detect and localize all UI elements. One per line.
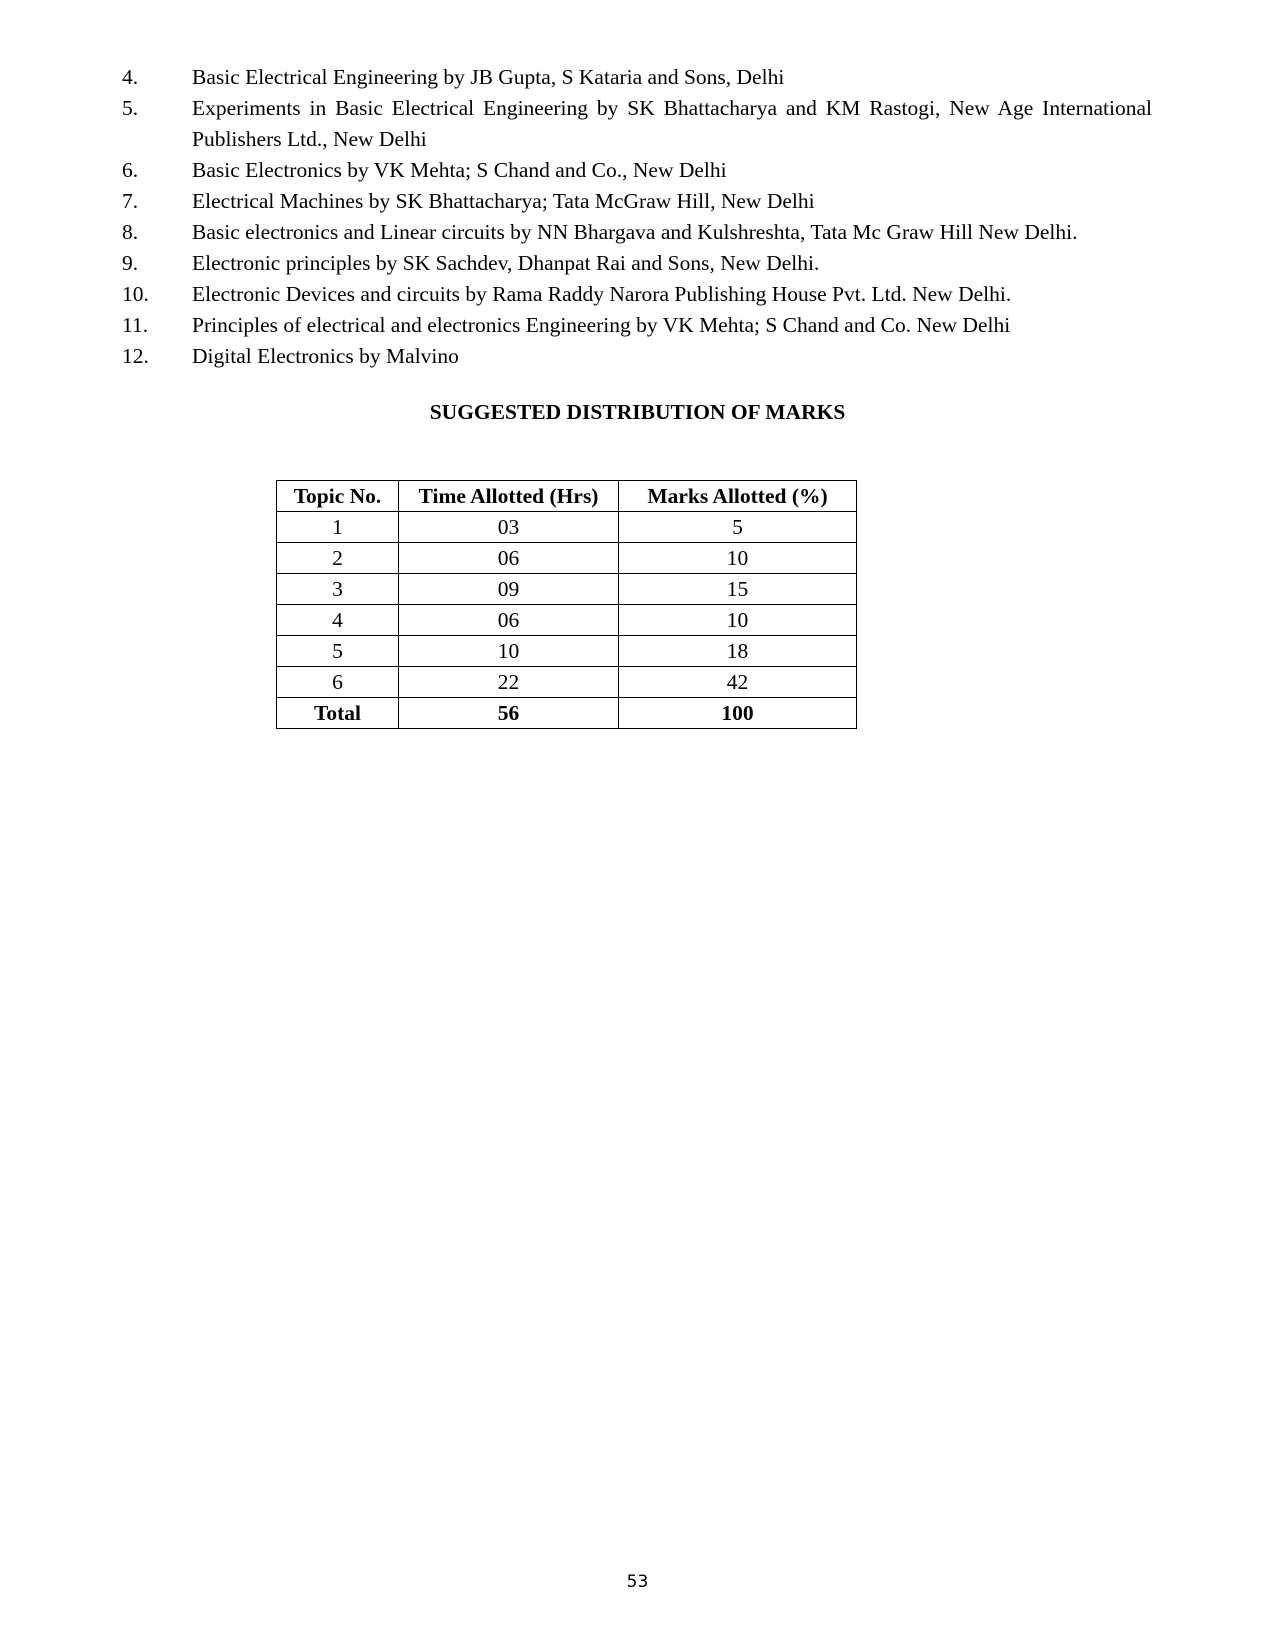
list-item-number: 12.	[122, 344, 149, 368]
list-item-number: 7.	[122, 189, 139, 213]
reference-list	[122, 62, 1152, 372]
list-item	[122, 341, 1152, 372]
list-item-text: Digital Electronics by Malvino	[192, 344, 459, 368]
total-marks-cell: 100	[619, 698, 857, 729]
table-cell: 06	[399, 543, 619, 574]
table-cell: 6	[277, 667, 399, 698]
list-item	[122, 186, 1152, 217]
table-cell: 10	[399, 636, 619, 667]
list-item-number: 4.	[122, 65, 139, 89]
table-cell: 2	[277, 543, 399, 574]
list-item-number: 8.	[122, 220, 139, 244]
table-cell: 10	[619, 543, 857, 574]
table-cell: 03	[399, 512, 619, 543]
list-item-text: Electrical Machines by SK Bhattacharya; Tata McGraw Hill, New Delhi	[192, 189, 815, 213]
section-heading: SUGGESTED DISTRIBUTION OF MARKS	[429, 400, 846, 424]
list-item-text: Basic electronics and Linear circuits by NN Bhargava and Kulshreshta, Tata Mc Graw Hill New Delhi.	[192, 220, 1078, 244]
total-label-cell: Total	[277, 698, 399, 729]
table-cell: 42	[619, 667, 857, 698]
table-cell: 18	[619, 636, 857, 667]
list-item-text: Electronic Devices and circuits by Rama Raddy Narora Publishing House Pvt. Ltd. New Delhi.	[192, 282, 1012, 306]
list-item-number: 6.	[122, 158, 139, 182]
table-cell: 09	[399, 574, 619, 605]
column-header-time-allotted: Time Allotted (Hrs)	[399, 481, 619, 512]
table-cell: 06	[399, 605, 619, 636]
page-number: 53	[626, 1572, 649, 1592]
total-time-cell: 56	[399, 698, 619, 729]
list-item-number: 9.	[122, 251, 139, 275]
list-item-text: Basic Electronics by VK Mehta; S Chand and Co., New Delhi	[192, 158, 727, 182]
table-header-row	[277, 481, 857, 512]
table-row	[277, 667, 857, 698]
list-item	[122, 248, 1152, 279]
table-cell: 1	[277, 512, 399, 543]
column-header-marks-allotted: Marks Allotted (%)	[619, 481, 857, 512]
table-cell: 5	[277, 636, 399, 667]
table-cell: 3	[277, 574, 399, 605]
list-item	[122, 93, 1152, 155]
list-item-text: Principles of electrical and electronics Engineering by VK Mehta; S Chand and Co. New Delhi	[192, 313, 1011, 337]
list-item-number: 5.	[122, 96, 139, 120]
list-item-number: 11.	[122, 313, 149, 337]
table-cell: 10	[619, 605, 857, 636]
marks-distribution-table	[276, 480, 857, 729]
table-cell: 15	[619, 574, 857, 605]
list-item	[122, 279, 1152, 310]
table-row	[277, 574, 857, 605]
column-header-topic-no: Topic No.	[277, 481, 399, 512]
table-row	[277, 636, 857, 667]
table-row	[277, 512, 857, 543]
list-item	[122, 217, 1152, 248]
list-item-number: 10.	[122, 282, 149, 306]
table-cell: 5	[619, 512, 857, 543]
list-item-text: Experiments in Basic Electrical Engineering by SK Bhattacharya and KM Rastogi, New Age International Publishers Ltd., New Delhi	[192, 96, 1152, 151]
table-row	[277, 543, 857, 574]
list-item	[122, 310, 1152, 341]
table-row	[277, 605, 857, 636]
table-total-row	[277, 698, 857, 729]
list-item	[122, 155, 1152, 186]
list-item	[122, 62, 1152, 93]
table-cell: 22	[399, 667, 619, 698]
list-item-text: Electronic principles by SK Sachdev, Dhanpat Rai and Sons, New Delhi.	[192, 251, 820, 275]
list-item-text: Basic Electrical Engineering by JB Gupta, S Kataria and Sons, Delhi	[192, 65, 785, 89]
table-cell: 4	[277, 605, 399, 636]
